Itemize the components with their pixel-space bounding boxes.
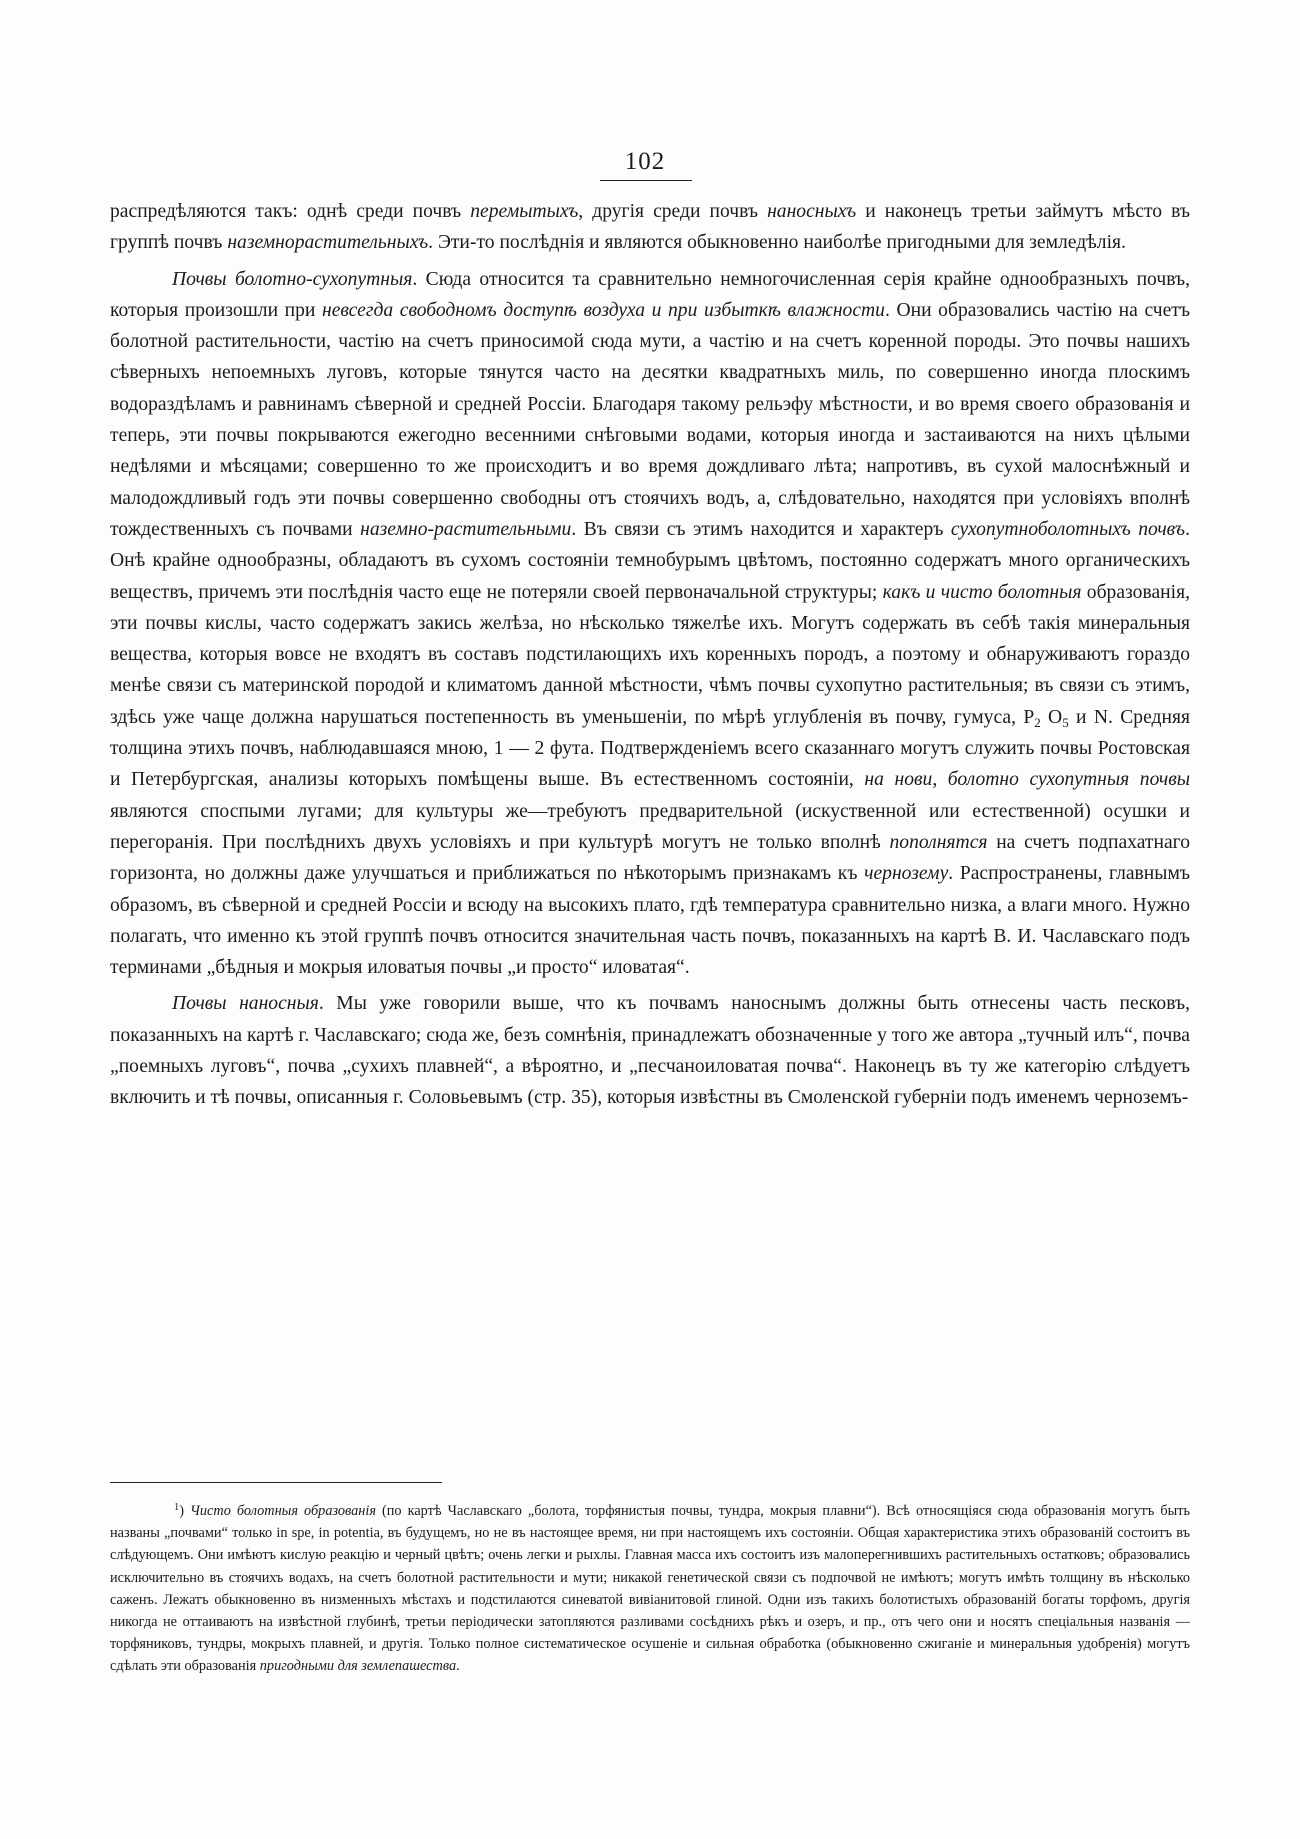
text-run: . Они образовались частію на счетъ болотной растительности, частію на счетъ приносимой сюда мути, а частію и на счетъ коренной породы. Это почвы нашихъ сѣверныхъ непоемныхъ луговъ, которые тянутся часто на десятки квадратныхъ миль, по совершенно иногда плоскимъ водораздѣламъ и равнинамъ сѣверной и средней Россіи. Благодаря такому рельэфу мѣстности, и во время своего образованія и теперь, эти почвы покрываются ежегодно весенними снѣговыми водами, которыя иногда и застаиваются на нихъ цѣлыми недѣлями и мѣсяцами; совершенно то же происходитъ и во время дождливаго лѣта; напротивъ, въ сухой малоснѣжный и малодождливый годъ эти почвы совершенно свободны отъ стоячихъ водъ, а, слѣдовательно, находятся при условіяхъ вполнѣ тождественныхъ съ почвами <box>110 299 1190 540</box>
italic-run: Чисто болотныя образованія <box>190 1503 376 1519</box>
italic-run: сухопутноболотныхъ почвъ <box>950 518 1186 540</box>
italic-run: болотно сухопутныя почвы <box>947 769 1191 791</box>
italic-run: пополнятся <box>889 831 988 853</box>
subscript: 5 <box>1062 714 1069 730</box>
text-run: являются споспыми лугами; для культуры же—требуютъ предварительной (искуственной или естественной) осушки и перегоранія. При послѣднихъ двухъ условіяхъ и при культурѣ могутъ не только вполнѣ <box>110 800 1190 853</box>
text-run: распредѣляются такъ: однѣ среди почвъ <box>110 201 471 222</box>
text-run: . Мы уже говорили выше, что къ почвамъ наноснымъ должны быть отнесены часть песковъ, показанныхъ на картѣ г. Чаславскаго; сюда же, безъ сомнѣнія, принадлежатъ обозначенные у того же автора „тучный илъ“, почва „поемныхъ луговъ“, почва „сухихъ плавней“, а вѣроятно, и „песчаноиловатая почва“. Наконецъ въ ту же категорію слѣдуетъ включить и тѣ почвы, описанныя г. Соловьевымъ (стр. 35), которыя извѣстны въ Смоленской губерніи подъ именемъ черноземъ- <box>110 993 1190 1109</box>
text-run: . Распространены, главнымъ образомъ, въ сѣверной и средней Россіи и всюду на высокихъ плато, гдѣ температура сравнительно низка, а влаги много. Нужно полагать, что именно къ этой группѣ почвъ относится значительная часть почвъ, показанныхъ на картѣ В. И. Чаславскаго подъ терминами „бѣдныя и мокрыя иловатыя почвы „и просто“ иловатая“. <box>110 863 1190 979</box>
section-heading-italic: Почвы наносныя <box>172 993 319 1015</box>
italic-run: невсегда свободномъ доступѣ воздуха и при избыткѣ влажности <box>322 299 885 321</box>
main-text <box>110 196 1190 1114</box>
italic-run: пригодными для землепашества <box>259 1658 457 1675</box>
text-run: , другія среди почвъ <box>578 201 768 222</box>
paragraph-marsh-soils <box>110 264 1190 984</box>
subscript: 2 <box>1034 714 1041 730</box>
italic-run: наносныхъ <box>767 201 857 222</box>
text-run: . Сюда относится та сравнительно немногочисленная серія крайне однообразныхъ почвъ, которыя произошли при <box>110 268 1190 321</box>
page-number: 102 <box>624 148 666 175</box>
italic-run: на нови <box>864 769 933 791</box>
paragraph-alluvial-soils <box>110 988 1190 1113</box>
text-run: и N. Средняя толщина этихъ почвъ, наблюдавшаяся мною, 1 — 2 фута. Подтвержденіемъ всего сказаннаго могутъ служить почвы Ростовская и Петербургская, анализы которыхъ помѣщены выше. Въ естественномъ состояніи, <box>110 706 1190 791</box>
text-run: O <box>1040 706 1063 728</box>
italic-run: какъ и чисто болотныя <box>882 581 1082 603</box>
text-run: . Онѣ крайне однообразны, обладаютъ въ сухомъ состояніи темнобурымъ цвѣтомъ, постоянно содержатъ много органическихъ веществъ, причемъ эти послѣднія часто еще не потеряли своей первоначальной структуры; <box>110 518 1190 603</box>
text-run: образованія, эти почвы кислы, часто содержатъ закись желѣза, но нѣсколько тяжелѣе ихъ. Могутъ содержать въ себѣ такія минеральныя вещества, которыя вовсе не входятъ въ составъ подстилающихъ ихъ коренныхъ породъ, а поэтому и обнаруживаютъ гораздо менѣе связи съ материнской породой и климатомъ данной мѣстности, чѣмъ почвы сухопутно растительныя; въ связи съ этимъ, здѣсь уже чаще должна нарушаться постепенность въ уменьшеніи, по мѣрѣ углубленія въ почву, гумуса, P <box>110 581 1190 728</box>
italic-run: чернозему <box>864 863 949 885</box>
italic-run: наземнорастительныхъ <box>227 232 429 254</box>
paragraph-continuation <box>110 196 1190 259</box>
footnote-mark: 1 <box>174 1502 180 1513</box>
footnote-separator <box>110 1482 442 1483</box>
text-run: на счетъ подпахатнаго горизонта, но должны даже улучшаться и приближаться по нѣкоторымъ признакамъ къ <box>110 831 1190 885</box>
text-run: (по картѣ Чаславскаго „болота, торфянистыя почвы, тундра, мокрыя плавни“). Всѣ относящіяся сюда образованія могутъ быть названы „почвами“ только in spe, in potentia, въ будущемъ, но не въ настоящее время, ни при настоящемъ ихъ состояніи. Общая характеристика этихъ образованій состоитъ въ слѣдующемъ. Они имѣютъ кислую реакцію и черный цвѣтъ; очень легки и рыхлы. Главная масса ихъ состоитъ изъ малоперегнившихъ растительныхъ остатковъ; образовались исключительно въ стоячихъ водахъ, на счетъ болотной растительности и мути; никакой генетической связи съ подпочвой не имѣютъ; могутъ имѣть толщину въ нѣсколько саженъ. Лежатъ обыкновенно въ низменныхъ мѣстахъ и подстилаются синеватой вивіанитовой глиной. Одни изъ такихъ болотистыхъ образованій богаты торфомъ, другія никогда не оттаиваютъ на извѣстной глубинѣ, третьи періодически затопляются разливами сосѣднихъ рѣкъ и озеръ, и пр., отъ чего они и носятъ спеціальныя названія — торфяниковъ, тундры, мокрыхъ плавней, и другія. Только полное систематическое осушеніе и сильная обработка (обыкновенно сжиганіе и минеральныя удобренія) могутъ сдѣлать эти образованія <box>110 1503 1190 1675</box>
text-run: . Эти-то послѣднія и являются обыкновенно наиболѣе пригодными для земледѣлія. <box>428 232 1126 254</box>
italic-run: перемытыхъ <box>470 201 579 222</box>
text-run: и наконецъ третьи займутъ мѣсто въ группѣ почвъ <box>110 201 1190 254</box>
footnote: $^1$) Чисто болотныя образованія (по картѣ Чаславскаго „болота, торфянистыя почвы, тундра, мокрыя плавни“). Всѣ относящіяся сюда образованія могутъ быть названы „почвами“ только in spe, in potentia, въ будущемъ, но не въ настоящее время, ни при настоящемъ ихъ состояніи. Общая характеристика этихъ образованій состоитъ въ слѣдующемъ. Они имѣютъ кислую реакцію и черный цвѣтъ; очень легки и рыхлы. Главная масса ихъ состоитъ изъ малоперегнившихъ растительныхъ остатковъ; образовались исключительно въ стоячихъ водахъ, на счетъ болотной растительности и мути; никакой генетической связи съ подпочвой не имѣютъ; могутъ имѣть толщину въ нѣсколько саженъ. Лежатъ обыкновенно въ низменныхъ мѣстахъ и подстилаются синеватой вивіанитовой глиной. Одни изъ такихъ болотистыхъ образованій богаты торфомъ, другія никогда не оттаиваютъ на извѣстной глубинѣ, третьи періодически затопляются разливами сосѣднихъ рѣкъ и озеръ, и пр., отъ чего они и носятъ спеціальныя названія — торфяниковъ, тундры, мокрыхъ плавней, и другія. Только полное систематическое осушеніе и сильная обработка (обыкновенно сжиганіе и минеральныя удобренія) могутъ сдѣлать эти образованія пригодными для землепашества. <box>110 1502 1190 1675</box>
text-run: , <box>932 769 948 791</box>
section-heading-italic: Почвы болотно-сухопутныя <box>172 268 413 290</box>
italic-run: наземно-растительными <box>360 518 572 540</box>
text-run: . <box>456 1658 460 1675</box>
page-number-underline <box>600 180 692 181</box>
text-run: . Въ связи съ этимъ находится и характеръ <box>571 518 951 540</box>
